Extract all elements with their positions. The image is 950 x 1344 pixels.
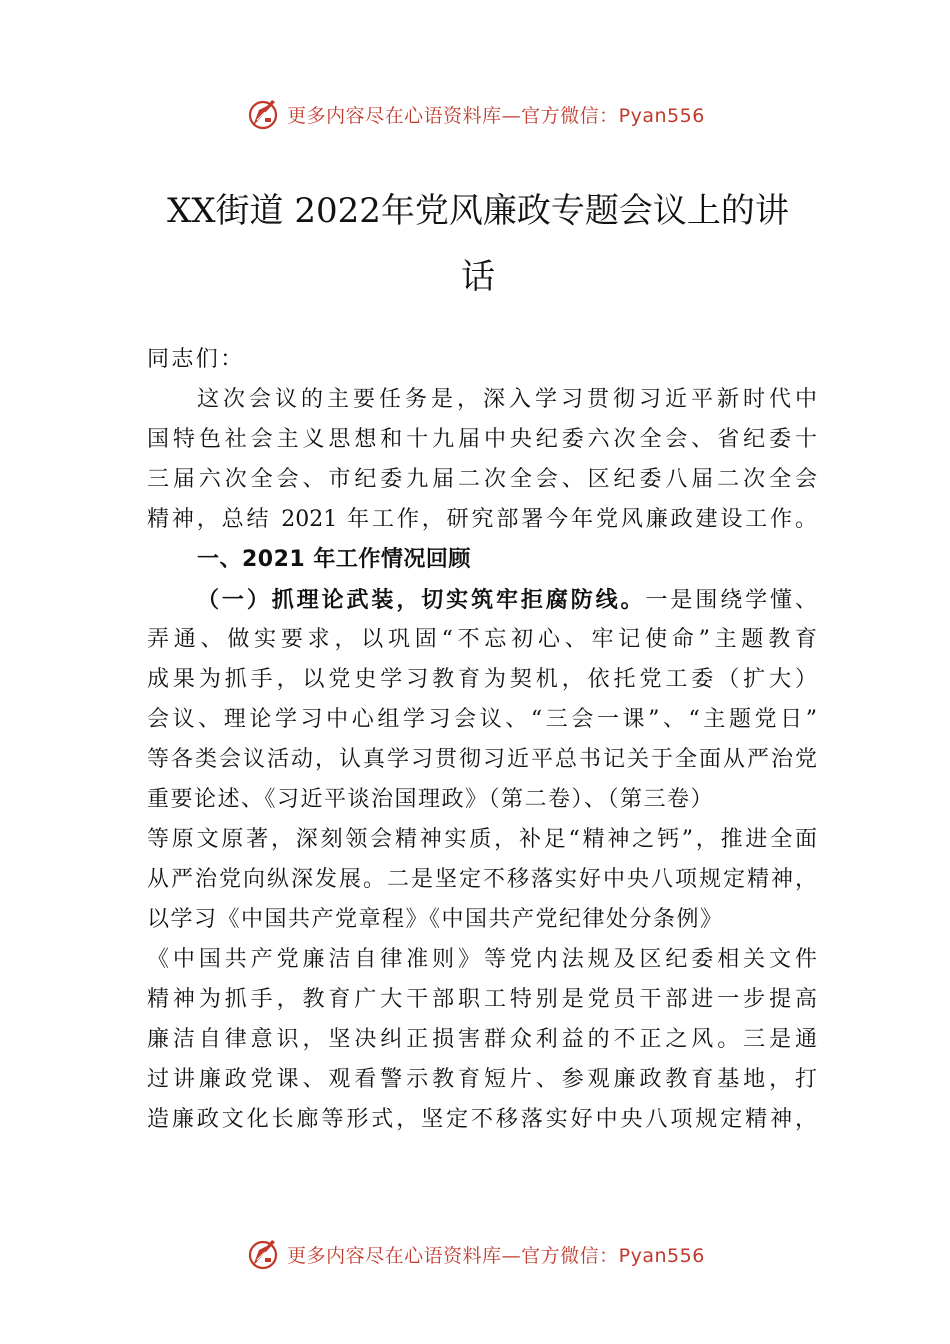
banner-label: 更多内容尽在心语资料库—官方微信： xyxy=(287,1244,619,1267)
paragraph-line: 成果为抓手，以党史学习教育为契机，依托党工委（扩大） xyxy=(147,667,817,692)
paragraph-line: 等各类会议活动，认真学习贯彻习近平总书记关于全面从严治党 xyxy=(147,747,817,772)
header-banner xyxy=(0,94,950,134)
paragraph-line: 重要论述、《习近平谈治国理政》（第二卷）、（第三卷） xyxy=(147,787,715,812)
footer-banner xyxy=(0,1234,950,1274)
section-heading: 一、2021 年工作情况回顾 xyxy=(197,547,471,572)
banner-label: 更多内容尽在心语资料库—官方微信： xyxy=(287,104,619,127)
paragraph-line: 精神为抓手，教育广大干部职工特别是党员干部进一步提高 xyxy=(147,987,817,1012)
banner-text xyxy=(287,1241,705,1268)
banner-wechat-id: Pyan556 xyxy=(618,104,705,127)
document-title xyxy=(148,178,808,310)
paragraph-line: 《中国共产党廉洁自律准则》等党内法规及区纪委相关文件 xyxy=(147,947,817,972)
intro-line: 这次会议的主要任务是，深入学习贯彻习近平新时代中 xyxy=(197,387,817,412)
paragraph-line: 造廉政文化长廊等形式，坚定不移落实好中央八项规定精神， xyxy=(147,1107,817,1132)
title-line-1: XX街道 2022年党风廉政专题会议上的讲 xyxy=(167,191,789,231)
paragraph-line: 从严治党向纵深发展。二是坚定不移落实好中央八项规定精神， xyxy=(147,867,817,892)
subsection-heading: （一）抓理论武装，切实筑牢拒腐防线。 xyxy=(197,587,646,613)
quill-pen-logo-icon xyxy=(245,1236,281,1272)
banner-wechat-id: Pyan556 xyxy=(618,1244,705,1267)
paragraph-line: 以学习《中国共产党章程》《中国共产党纪律处分条例》 xyxy=(147,907,724,932)
paragraph-line: 等原文原著，深刻领会精神实质，补足“精神之钙”，推进全面 xyxy=(147,827,817,852)
intro-line: 国特色社会主义思想和十九届中央纪委六次全会、省纪委十 xyxy=(147,427,817,452)
intro-line: 三届六次全会、市纪委九届二次全会、区纪委八届二次全会 xyxy=(147,467,817,492)
subsection-first-line xyxy=(147,580,817,620)
intro-line: 精神，总结 2021 年工作，研究部署今年党风廉政建设工作。 xyxy=(147,507,817,532)
paragraph-line: 廉洁自律意识，坚决纠正损害群众利益的不正之风。三是通 xyxy=(147,1027,817,1052)
salutation: 同志们： xyxy=(147,347,245,372)
paragraph-line: 过讲廉政党课、观看警示教育短片、参观廉政教育基地，打 xyxy=(147,1067,817,1092)
quill-pen-logo-icon xyxy=(245,96,281,132)
title-line-2: 话 xyxy=(461,257,495,297)
banner-text xyxy=(287,101,705,128)
paragraph-line: 会议、理论学习中心组学习会议、“三会一课”、“主题党日” xyxy=(147,707,817,732)
subsection-text: 一是围绕学懂、 xyxy=(645,588,817,613)
document-body xyxy=(147,340,817,1140)
paragraph-line: 弄通、做实要求，以巩固“不忘初心、牢记使命”主题教育 xyxy=(147,627,817,652)
